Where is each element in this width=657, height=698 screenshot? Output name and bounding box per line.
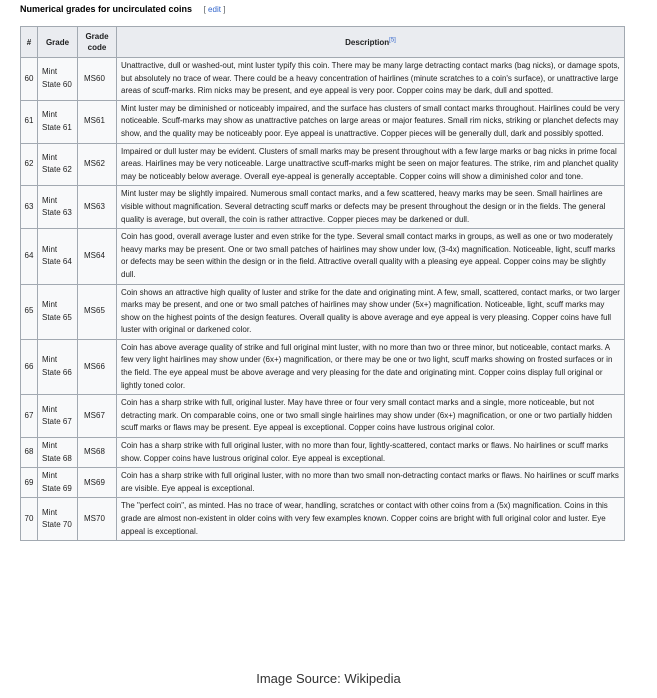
grade-code-cell: MS65 <box>78 284 117 339</box>
grade-code-cell: MS69 <box>78 468 117 498</box>
grade-code-cell: MS68 <box>78 438 117 468</box>
grade-name-cell: Mint State 66 <box>38 339 78 394</box>
grade-code-cell: MS70 <box>78 498 117 541</box>
grade-number-cell: 60 <box>21 58 38 101</box>
section-heading <box>20 4 225 14</box>
grade-number-cell: 66 <box>21 339 38 394</box>
grade-number-cell: 62 <box>21 143 38 186</box>
table-row <box>21 143 625 186</box>
grade-number-cell: 67 <box>21 395 38 438</box>
grade-number-cell: 70 <box>21 498 38 541</box>
grade-name-cell: Mint State 63 <box>38 186 78 229</box>
grade-name-cell: Mint State 65 <box>38 284 78 339</box>
grade-name-cell: Mint State 60 <box>38 58 78 101</box>
grade-name-cell: Mint State 64 <box>38 229 78 284</box>
grade-code-cell: MS62 <box>78 143 117 186</box>
table-row <box>21 284 625 339</box>
grade-description-cell: Coin has a sharp strike with full original luster, with no more than four, lightly-scattered, contact marks or flaws. No hairlines or scuff marks show. Copper coins have lustrous original color. Eye appeal is exceptional. <box>117 438 625 468</box>
grade-description-cell: Mint luster may be slightly impaired. Numerous small contact marks, and a few scattered, heavy marks may be seen. Small hairlines are visible without magnification. Several detracting scuff marks or defects may be present throughout the design or in the fields. The general quality is average, but overall, the coin is rather attractive. Copper pieces may be darkened or dull. <box>117 186 625 229</box>
reference-link[interactable]: [5] <box>389 36 396 43</box>
grade-number-cell: 65 <box>21 284 38 339</box>
header-description-label: Description <box>345 37 390 47</box>
grade-code-cell: MS63 <box>78 186 117 229</box>
grade-name-cell: Mint State 70 <box>38 498 78 541</box>
grade-number-cell: 63 <box>21 186 38 229</box>
grade-description-cell: Coin has above average quality of strike and full original mint luster, with no more than two or three minor, but noticeable, contact marks. A few very light hairlines may show under (6x+) magnification, or there may be one or two light, scuff marks showing on frosted surfaces or in the field. The eye appeal must be above average and very pleasing for the date and originating mint. Copper coins display full original or lightly toned color. <box>117 339 625 394</box>
table-row <box>21 438 625 468</box>
table-row <box>21 498 625 541</box>
grade-name-cell: Mint State 68 <box>38 438 78 468</box>
section-title: Numerical grades for uncirculated coins <box>20 4 193 14</box>
header-grade: Grade <box>38 27 78 58</box>
grade-name-cell: Mint State 67 <box>38 395 78 438</box>
grade-description-cell: Coin has good, overall average luster and even strike for the type. Several small contact marks in groups, as well as one or two moderately heavy marks may be present. One or two small patches of hairlines may show under low, (3-4x) magnification. Noticeable, light, scuff marks or defects may be seen within the design or in the field. Attractive overall quality with a pleasing eye appeal. Copper coins may be slightly dull. <box>117 229 625 284</box>
grade-name-cell: Mint State 61 <box>38 100 78 143</box>
table-row <box>21 229 625 284</box>
grade-description-cell: Impaired or dull luster may be evident. Clusters of small marks may be present throughout with a few large marks or bag nicks in prime focal areas. Hairlines may be very noticeable. Large unattractive scuff-marks might be seen on major features. The strike, rim and planchet quality may be noticeably below average. Overall eye-appeal is generally acceptable. Copper coins will show a diminished color and tone. <box>117 143 625 186</box>
grade-code-cell: MS66 <box>78 339 117 394</box>
header-num: # <box>21 27 38 58</box>
table-row <box>21 58 625 101</box>
grade-name-cell: Mint State 69 <box>38 468 78 498</box>
grade-code-cell: MS61 <box>78 100 117 143</box>
grade-description-cell: Coin shows an attractive high quality of luster and strike for the date and originating mint. A few, small, scattered, contact marks, or two larger marks may be present, and one or two small patches of hairlines may show under (5x+) magnification. Noticeable, light, scuff marks may show on the highest points of the design features. Overall quality is above average and eye appeal is very pleasing. Copper coins have full luster with original or darkened color. <box>117 284 625 339</box>
table-row <box>21 395 625 438</box>
grade-description-cell: Coin has a sharp strike with full, original luster. May have three or four very small contact marks and a single, more noticeable, but not detracting mark. On comparable coins, one or two small single hairlines may show under (6x+) magnification, or one or two partially hidden scuff marks or flaws may be present. Eye appeal is exceptional. Copper coins have lustrous original color. <box>117 395 625 438</box>
grade-number-cell: 68 <box>21 438 38 468</box>
header-description <box>117 27 625 58</box>
table-header-row <box>21 27 625 58</box>
grade-number-cell: 61 <box>21 100 38 143</box>
image-source-caption: Image Source: Wikipedia <box>256 671 401 686</box>
table-row <box>21 100 625 143</box>
grades-table <box>20 26 625 541</box>
edit-bracket-close: ] <box>223 5 226 14</box>
grade-number-cell: 64 <box>21 229 38 284</box>
table-body <box>21 58 625 541</box>
grade-description-cell: The "perfect coin", as minted. Has no trace of wear, handling, scratches or contact with other coins from a (5x) magnification. Coins in this grade are almost non-existent in older coins with very few examples known. Copper coins are bright with full original color and luster. Eye appeal is exceptional. <box>117 498 625 541</box>
grade-name-cell: Mint State 62 <box>38 143 78 186</box>
table-row <box>21 339 625 394</box>
grade-description-cell: Mint luster may be diminished or noticeably impaired, and the surface has clusters of small contact marks throughout. Hairlines could be very noticeable. Scuff-marks may show as unattractive patches on large areas or major features. Small rim nicks, striking or planchet defects may show, and the quality may be noticeably poor. Eye appeal is unattractive. Copper pieces will be generally dull, dark and possibly spotted. <box>117 100 625 143</box>
grade-code-cell: MS60 <box>78 58 117 101</box>
grade-description-cell: Coin has a sharp strike with full original luster, with no more than two small non-detracting contact marks or flaws. No hairlines or scuff marks are visible. Eye appeal is exceptional. <box>117 468 625 498</box>
grade-description-cell: Unattractive, dull or washed-out, mint luster typify this coin. There may be many large detracting contact marks (bag nicks), or damage spots, but absolutely no trace of wear. There could be a heavy concentration of hairlines (minute scratches to a coin's surface), or unattractive large areas of scuff-marks. Rim nicks may be present, and eye appeal is very poor. Copper coins may be dark, dull and spotted. <box>117 58 625 101</box>
grade-number-cell: 69 <box>21 468 38 498</box>
table-row <box>21 186 625 229</box>
table-row <box>21 468 625 498</box>
edit-section-link-group <box>204 5 226 14</box>
header-grade-code: Grade code <box>78 27 117 58</box>
grade-code-cell: MS67 <box>78 395 117 438</box>
edit-bracket-open: [ <box>203 5 206 14</box>
grade-code-cell: MS64 <box>78 229 117 284</box>
edit-section-link[interactable]: edit <box>208 5 221 14</box>
